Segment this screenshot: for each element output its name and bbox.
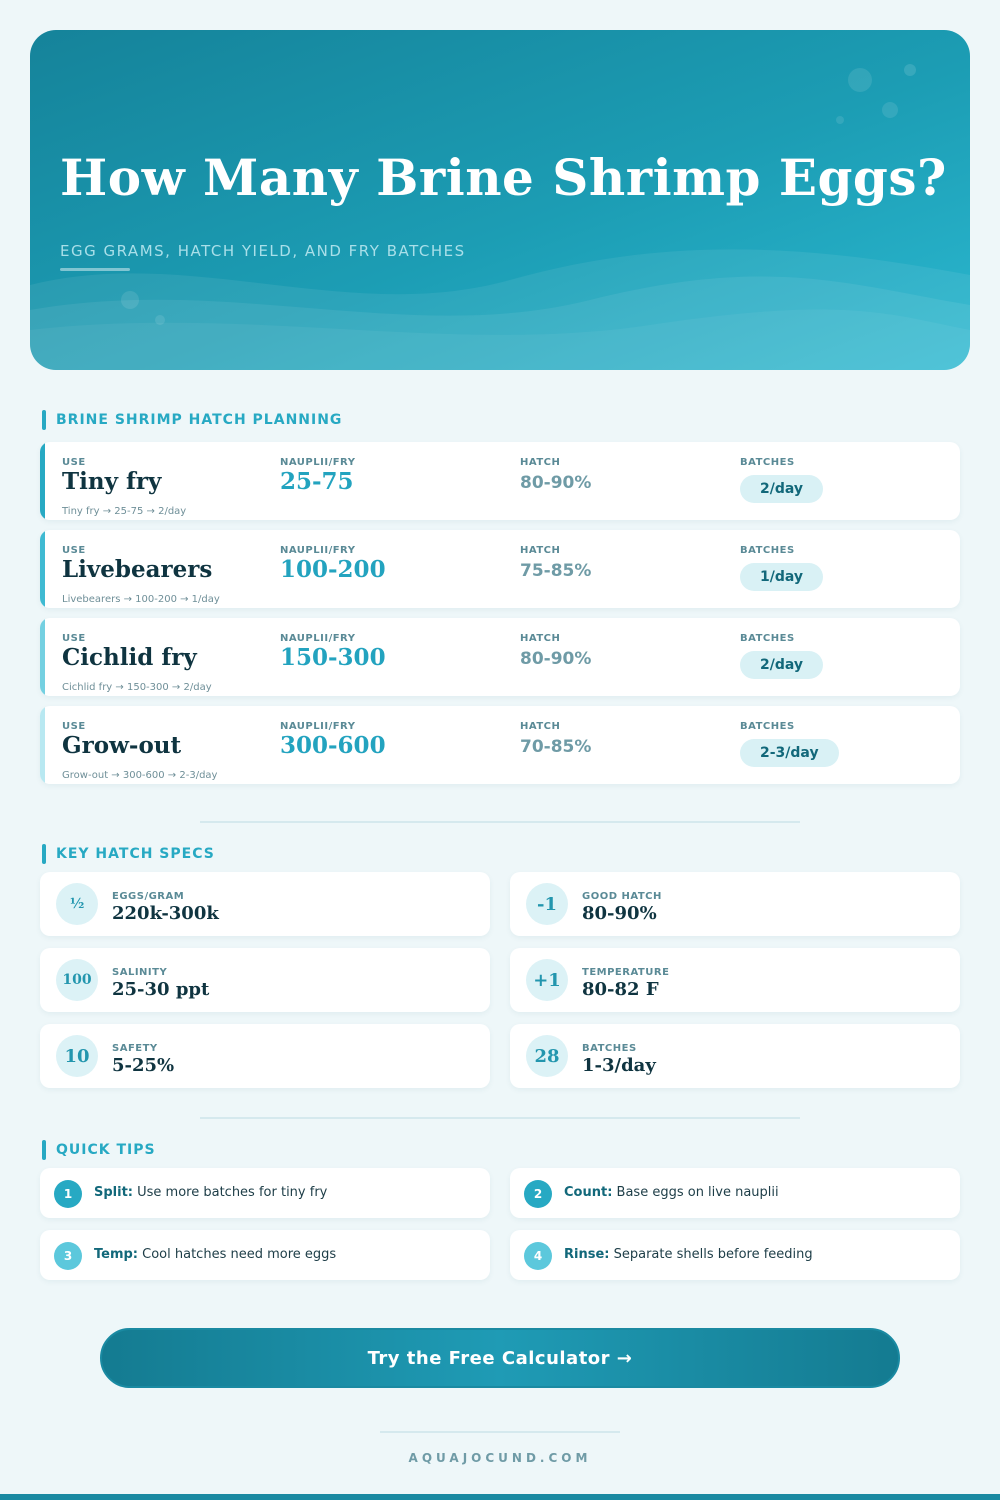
hatch-value: 80-90% <box>520 473 592 493</box>
section-marker <box>42 1140 46 1160</box>
spec-value: 80-90% <box>582 903 657 924</box>
use-label: USE <box>62 545 86 556</box>
row-accent <box>40 530 45 608</box>
spec-label: TEMPERATURE <box>582 967 670 978</box>
hatch-label: HATCH <box>520 633 561 644</box>
row-summary: Cichlid fry → 150-300 → 2/day <box>62 682 212 693</box>
tip-body: Base eggs on live nauplii <box>612 1185 779 1200</box>
planning-row <box>40 442 960 520</box>
row-accent <box>40 442 45 520</box>
spec-label: BATCHES <box>582 1043 637 1054</box>
tip-body: Use more batches for tiny fry <box>133 1185 328 1200</box>
page-subtitle: EGG GRAMS, HATCH YIELD, AND FRY BATCHES <box>60 242 466 260</box>
spec-label: SAFETY <box>112 1043 158 1054</box>
nauplii-label: NAUPLII/FRY <box>280 545 356 556</box>
nauplii-value: 150-300 <box>280 644 386 671</box>
row-accent <box>40 618 45 696</box>
spec-value: 220k-300k <box>112 903 219 924</box>
spec-badge: 10 <box>56 1035 98 1077</box>
tip-keyword: Count: <box>564 1185 613 1200</box>
spec-value: 5-25% <box>112 1055 175 1076</box>
row-accent <box>40 706 45 784</box>
row-summary: Grow-out → 300-600 → 2-3/day <box>62 770 218 781</box>
spec-card <box>510 948 960 1012</box>
spec-badge: ½ <box>56 883 98 925</box>
nauplii-label: NAUPLII/FRY <box>280 633 356 644</box>
use-label: USE <box>62 633 86 644</box>
section-heading-text: QUICK TIPS <box>56 1142 156 1158</box>
use-value: Livebearers <box>62 556 213 583</box>
hatch-label: HATCH <box>520 545 561 556</box>
nauplii-value: 100-200 <box>280 556 386 583</box>
use-label: USE <box>62 721 86 732</box>
tip-number: 4 <box>524 1242 552 1270</box>
use-value: Cichlid fry <box>62 644 197 671</box>
tip-body: Cool hatches need more eggs <box>138 1247 337 1262</box>
use-label: USE <box>62 457 86 468</box>
spec-card <box>40 948 490 1012</box>
batches-label: BATCHES <box>740 457 795 468</box>
batches-badge: 2/day <box>740 475 823 503</box>
hatch-value: 75-85% <box>520 561 592 581</box>
spec-card <box>40 872 490 936</box>
nauplii-value: 25-75 <box>280 468 354 495</box>
planning-row <box>40 530 960 608</box>
bottom-bar <box>0 1494 1000 1500</box>
hatch-value: 80-90% <box>520 649 592 669</box>
batches-badge: 2-3/day <box>740 739 839 767</box>
tip-keyword: Temp: <box>94 1247 139 1262</box>
tip-keyword: Split: <box>94 1185 133 1200</box>
batches-label: BATCHES <box>740 545 795 556</box>
batches-badge: 1/day <box>740 563 823 591</box>
spec-label: GOOD HATCH <box>582 891 662 902</box>
hero-banner <box>30 30 970 370</box>
tip-number: 1 <box>54 1180 82 1208</box>
tip-card <box>40 1230 490 1280</box>
hatch-label: HATCH <box>520 721 561 732</box>
page-title: How Many Brine Shrimp Eggs? <box>60 148 947 207</box>
section-heading-planning <box>42 410 342 430</box>
footer-divider <box>380 1431 620 1433</box>
tip-text <box>564 1247 813 1262</box>
tip-card <box>40 1168 490 1218</box>
spec-badge: 100 <box>56 959 98 1001</box>
use-value: Tiny fry <box>62 468 162 495</box>
tip-number: 2 <box>524 1180 552 1208</box>
batches-label: BATCHES <box>740 721 795 732</box>
spec-value: 80-82 F <box>582 979 659 1000</box>
section-heading-text: BRINE SHRIMP HATCH PLANNING <box>56 412 343 428</box>
spec-value: 25-30 ppt <box>112 979 210 1000</box>
tip-card <box>510 1230 960 1280</box>
spec-badge: 28 <box>526 1035 568 1077</box>
tip-card <box>510 1168 960 1218</box>
tip-text <box>94 1185 327 1200</box>
tip-body: Separate shells before feeding <box>609 1247 813 1262</box>
planning-row <box>40 706 960 784</box>
section-heading-text: KEY HATCH SPECS <box>56 846 215 862</box>
tip-text <box>94 1247 336 1262</box>
spec-label: EGGS/GRAM <box>112 891 185 902</box>
spec-label: SALINITY <box>112 967 168 978</box>
use-value: Grow-out <box>62 732 182 759</box>
spec-badge: -1 <box>526 883 568 925</box>
nauplii-label: NAUPLII/FRY <box>280 457 356 468</box>
divider <box>200 1117 800 1119</box>
row-summary: Livebearers → 100-200 → 1/day <box>62 594 220 605</box>
footer-site[interactable]: AQUAJOCUND.COM <box>408 1451 592 1465</box>
nauplii-label: NAUPLII/FRY <box>280 721 356 732</box>
section-marker <box>42 410 46 430</box>
section-marker <box>42 844 46 864</box>
nauplii-value: 300-600 <box>280 732 386 759</box>
row-summary: Tiny fry → 25-75 → 2/day <box>62 506 187 517</box>
title-underline <box>60 268 130 271</box>
planning-row <box>40 618 960 696</box>
divider <box>200 821 800 823</box>
spec-badge: +1 <box>526 959 568 1001</box>
spec-card <box>40 1024 490 1088</box>
hatch-label: HATCH <box>520 457 561 468</box>
tip-text <box>564 1185 779 1200</box>
hatch-value: 70-85% <box>520 737 592 757</box>
section-heading-tips <box>42 1140 156 1160</box>
section-heading-specs <box>42 844 215 864</box>
spec-card <box>510 1024 960 1088</box>
batches-badge: 2/day <box>740 651 823 679</box>
spec-value: 1-3/day <box>582 1055 656 1076</box>
tip-keyword: Rinse: <box>564 1247 610 1262</box>
calculator-cta-button[interactable]: Try the Free Calculator → <box>100 1328 900 1388</box>
batches-label: BATCHES <box>740 633 795 644</box>
spec-card <box>510 872 960 936</box>
tip-number: 3 <box>54 1242 82 1270</box>
